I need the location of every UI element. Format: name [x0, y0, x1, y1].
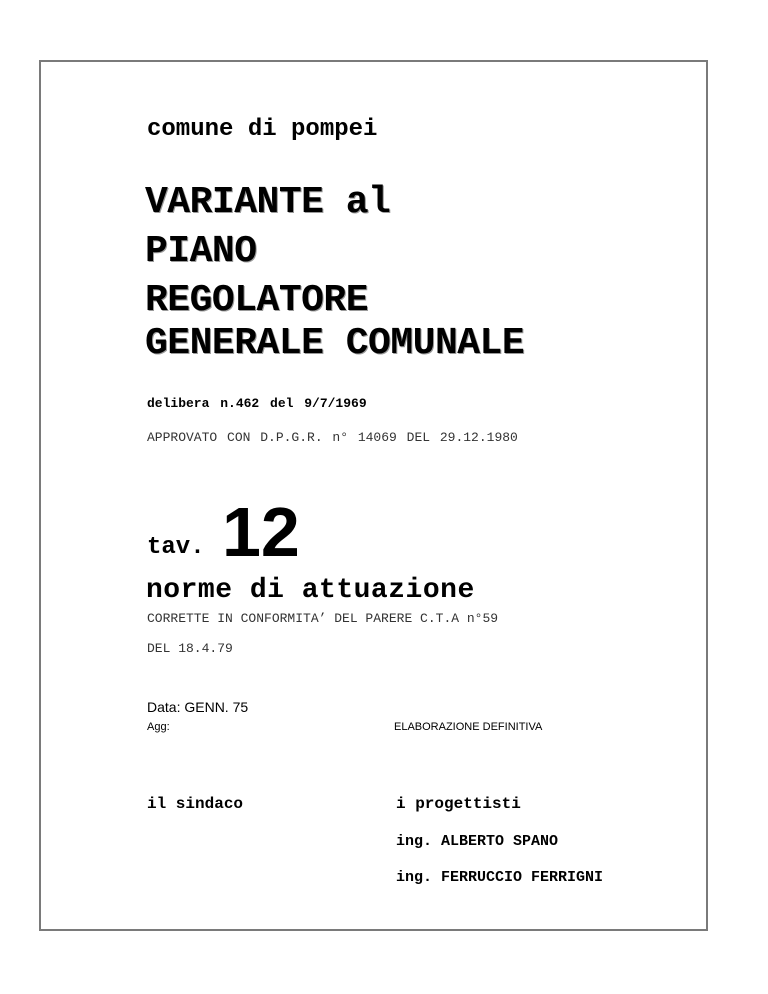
status-label: ELABORAZIONE DEFINITIVA: [394, 721, 543, 733]
title-line-1: VARIANTE al: [145, 181, 391, 224]
update-field: Agg:: [147, 721, 170, 733]
title-line-4: GENERALE COMUNALE: [145, 322, 525, 365]
designers-label: i progettisti: [396, 795, 521, 813]
table-prefix: tav.: [147, 534, 205, 561]
mayor-label: il sindaco: [147, 795, 244, 813]
table-subject: norme di attuazione: [146, 575, 475, 606]
deliberation-reference: delibera n.462 del 9/7/1969: [147, 396, 367, 411]
title-line-2: PIANO: [145, 230, 257, 273]
correction-note: CORRETTE IN CONFORMITA’ DEL PARERE C.T.A n°59: [147, 611, 499, 626]
designer-name: ing. FERRUCCIO FERRIGNI: [396, 869, 604, 886]
date-field: Data: GENN. 75: [147, 699, 249, 715]
approval-reference: APPROVATO CON D.P.G.R. n° 14069 DEL 29.12.1980: [147, 430, 518, 445]
title-line-3: REGOLATORE: [145, 279, 369, 322]
municipality-heading: comune di pompei: [147, 116, 378, 143]
designer-name: ing. ALBERTO SPANO: [396, 833, 559, 850]
correction-date: DEL 18.4.79: [147, 641, 233, 656]
table-number: 12: [222, 493, 300, 571]
